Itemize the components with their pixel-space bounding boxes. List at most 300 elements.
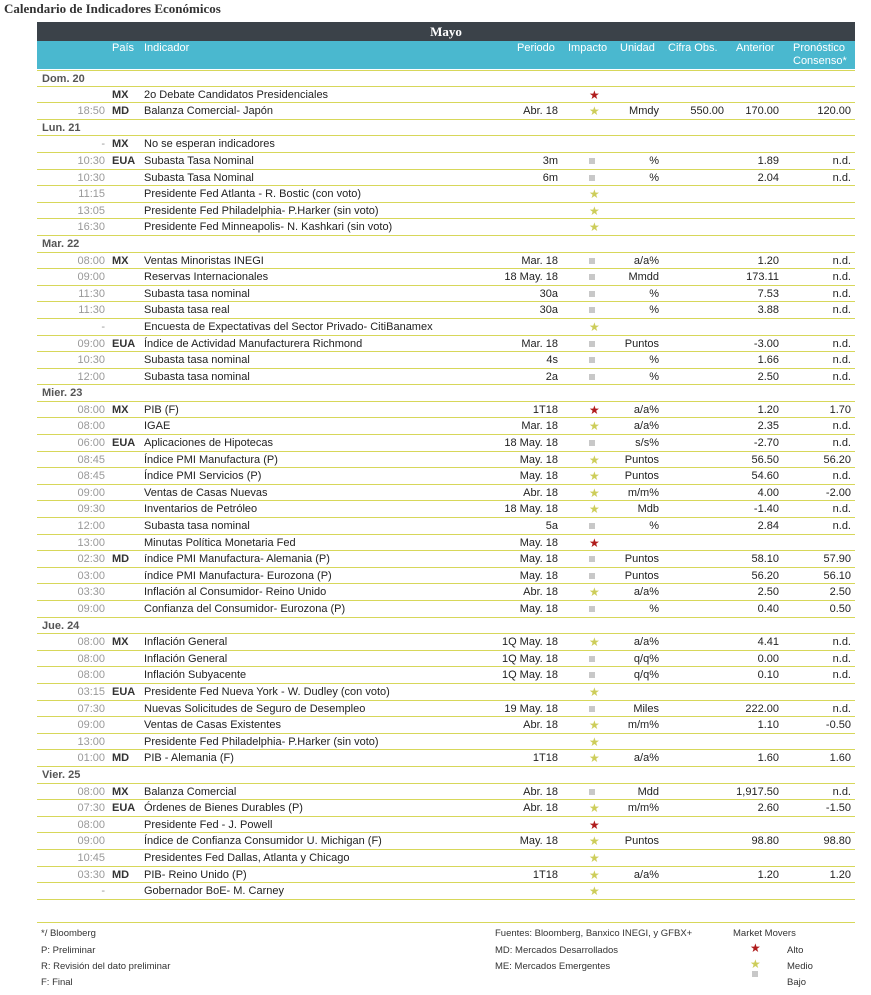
calendar-table [37,70,855,900]
unit-cell: % [649,171,659,184]
legend-alto: Alto [787,945,804,956]
unit-cell: % [649,154,659,167]
forecast-cell: -1.50 [825,802,851,815]
time-cell: 11:15 [78,188,105,201]
forecast-cell: n.d. [832,287,851,300]
indicator-cell: Subasta tasa nominal [144,520,250,533]
forecast-cell: n.d. [832,652,851,665]
header-pronostico: Pronóstico [793,42,845,54]
previous-cell: 170.00 [745,105,779,118]
day-header-row [37,70,855,87]
forecast-cell: n.d. [832,470,851,483]
previous-cell: 3.88 [757,304,779,317]
forecast-cell: n.d. [832,337,851,350]
table-row: 09:00 Índice de Confianza Consumidor U. Michigan (F) May. 18 Puntos 98.80 98.80 ★ [37,833,855,850]
indicator-cell: PIB- Reino Unido (P) [144,868,247,881]
table-row: 18:50 MD Balanza Comercial- Japón Abr. 18 Mmdy 550.00 170.00 120.00 ★ [37,103,855,120]
previous-cell: 1.60 [757,752,779,765]
table-row: 03:15 EUA Presidente Fed Nueva York - W. Dudley (con voto) ★ [37,684,855,701]
table-row [37,651,855,668]
table-row: 13:00 Minutas Política Monetaria Fed May. 18 ★ [37,535,855,552]
previous-cell: 1.20 [757,868,779,881]
sources-note: Fuentes: Bloomberg, Banxico INEGI, y GFBX+ [495,928,693,939]
time-cell: 11:30 [78,304,105,317]
day-header-row [37,385,855,402]
observed-cell: 550.00 [690,105,724,118]
time-cell: 13:00 [77,536,105,549]
day-header-row [37,618,855,635]
indicator-cell: Subasta tasa nominal [144,370,250,383]
note-bloomberg: */ Bloomberg [41,928,96,939]
previous-cell: 173.11 [746,271,779,284]
forecast-cell: 1.70 [829,403,851,416]
note-preliminar: P: Preliminar [41,945,96,956]
time-cell: 18:50 [77,105,105,118]
table-row: 08:00 IGAE Mar. 18 a/a% 2.35 n.d. ★ [37,418,855,435]
unit-cell: Miles [633,702,659,715]
indicator-cell: Índice de Confianza Consumidor U. Michigan (F) [144,835,382,848]
unit-cell: Mdd [637,785,659,798]
previous-cell: 2.84 [757,520,779,533]
period-cell: 5a [545,520,558,533]
indicator-cell: Confianza del Consumidor- Eurozona (P) [144,603,346,615]
period-cell: 30a [539,304,558,317]
previous-cell: -1.40 [753,503,779,516]
time-cell: - [101,138,105,151]
previous-cell: -2.70 [753,437,779,450]
table-row [37,136,855,153]
header-periodo: Periodo [517,42,555,54]
period-cell: May. 18 [519,553,558,566]
table-row [37,435,855,452]
previous-cell: 0.10 [757,669,779,682]
table-row: 13:05 Presidente Fed Philadelphia- P.Harker (sin voto) ★ [37,203,855,220]
time-cell: 08:45 [77,470,105,483]
indicator-cell: Inflación General [144,636,228,649]
indicator-cell: IGAE [144,420,171,433]
time-cell: 08:00 [77,652,105,665]
previous-cell: 0.40 [757,603,779,615]
indicator-cell: PIB (F) [144,403,179,416]
note-final: F: Final [41,977,73,988]
unit-cell: Puntos [624,835,659,848]
table-header [37,41,855,69]
header-pais: País [112,42,135,54]
unit-cell: Puntos [624,337,659,350]
table-row: 13:00 Presidente Fed Philadelphia- P.Harker (sin voto) ★ [37,734,855,751]
table-row: 03:30 Inflación al Consumidor- Reino Unido Abr. 18 a/a% 2.50 2.50 ★ [37,584,855,601]
country-cell: EUA [112,685,136,698]
time-cell: 09:00 [77,603,105,615]
table-row: 10:45 Presidentes Fed Dallas, Atlanta y Chicago ★ [37,850,855,867]
table-row [37,601,855,618]
forecast-cell: 56.20 [823,453,851,466]
time-cell: 02:30 [77,553,105,566]
period-cell: Mar. 18 [521,254,558,267]
time-cell: 08:45 [77,453,105,466]
time-cell: - [101,320,105,333]
previous-cell: 7.53 [757,287,779,300]
previous-cell: 58.10 [751,553,779,566]
unit-cell: % [649,304,659,317]
time-cell: 07:30 [77,702,105,715]
header-impacto: Impacto [568,42,608,54]
indicator-cell: Reservas Internacionales [144,271,269,284]
day-label: Dom. 20 [42,73,85,85]
previous-cell: -3.00 [753,337,779,350]
unit-cell: a/a% [633,636,659,649]
previous-cell: 2.50 [757,586,779,599]
indicator-cell: Índice PMI Manufactura (P) [144,453,278,466]
time-cell: 09:30 [77,503,105,516]
period-cell: Abr. 18 [523,486,558,499]
bajo-square-icon [752,971,758,977]
indicator-cell: Presidente Fed Atlanta - R. Bostic (con voto) [144,188,362,201]
indicator-cell: Subasta tasa nominal [144,287,250,300]
time-cell: 10:45 [77,851,105,864]
time-cell: 03:00 [77,569,105,582]
unit-cell: m/m% [627,802,659,815]
period-cell: May. 18 [519,835,558,848]
table-row [37,253,855,270]
table-row [37,269,855,286]
forecast-cell: 98.80 [823,835,851,848]
forecast-cell: n.d. [832,420,851,433]
header-indicador: Indicador [144,42,190,54]
table-row [37,336,855,353]
forecast-cell: n.d. [832,437,851,450]
period-cell: Mar. 18 [521,420,558,433]
country-cell: EUA [112,337,136,350]
previous-cell: 56.20 [751,569,779,582]
time-cell: 07:30 [77,802,105,815]
table-row: 08:00 MX Inflación General 1Q May. 18 a/a% 4.41 n.d. ★ [37,634,855,651]
indicator-cell: Subasta Tasa Nominal [144,154,254,167]
unit-cell: Puntos [624,470,659,483]
period-cell: Mar. 18 [521,337,558,350]
indicator-cell: Presidente Fed - J. Powell [144,818,273,831]
unit-cell: q/q% [633,669,659,682]
period-cell: 18 May. 18 [504,437,558,450]
day-header-row [37,767,855,784]
table-row: 07:30 EUA Órdenes de Bienes Durables (P) Abr. 18 m/m% 2.60 -1.50 ★ [37,800,855,817]
unit-cell: m/m% [627,719,659,732]
period-cell: 4s [546,354,558,367]
unit-cell: Puntos [624,553,659,566]
table-row [37,518,855,535]
previous-cell: 1.66 [757,354,779,367]
indicator-cell: Ventas Minoristas INEGI [144,254,264,267]
forecast-cell: n.d. [832,154,851,167]
table-row [37,286,855,303]
table-row: 09:00 Ventas de Casas Nuevas Abr. 18 m/m% 4.00 -2.00 ★ [37,485,855,502]
header-cifra: Cifra Obs. [668,42,718,54]
table-row: 03:30 MD PIB- Reino Unido (P) 1T18 a/a% 1.20 1.20 ★ [37,867,855,884]
indicator-cell: Ventas de Casas Nuevas [144,486,268,499]
previous-cell: 1.10 [757,719,779,732]
indicator-cell: Subasta tasa nominal [144,354,250,367]
country-cell: EUA [112,802,136,815]
previous-cell: 2.35 [757,420,779,433]
day-label: Lun. 21 [42,121,81,134]
previous-cell: 1,917.50 [736,785,779,798]
unit-cell: Mdb [637,503,659,516]
header-unidad: Unidad [620,42,655,54]
country-cell: MD [112,553,130,566]
previous-cell: 4.00 [757,486,779,499]
indicator-cell: Subasta Tasa Nominal [144,171,254,184]
forecast-cell: n.d. [832,304,851,317]
country-cell: MD [112,752,130,765]
table-row [37,568,855,585]
indicator-cell: Presidentes Fed Dallas, Atlanta y Chicago [144,851,350,864]
unit-cell: a/a% [633,586,659,599]
table-row [37,352,855,369]
previous-cell: 54.60 [751,470,779,483]
forecast-cell: n.d. [832,520,851,533]
indicator-cell: Inflación al Consumidor- Reino Unido [144,586,327,599]
note-revision: R: Revisión del dato preliminar [41,961,171,972]
period-cell: 1T18 [532,752,558,765]
previous-cell: 2.04 [757,171,779,184]
forecast-cell: 2.50 [829,586,851,599]
table-row [37,153,855,170]
time-cell: 10:30 [77,171,105,184]
unit-cell: % [649,520,659,533]
unit-cell: Puntos [624,453,659,466]
period-cell: 3m [542,154,558,167]
header-consenso: Consenso* [793,55,847,67]
forecast-cell: -0.50 [825,719,851,732]
period-cell: May. 18 [519,569,558,582]
legend-bajo: Bajo [787,977,807,988]
medio-star-icon: ★ [750,957,761,971]
time-cell: 08:00 [77,254,105,267]
period-cell: 1Q May. 18 [501,669,558,682]
forecast-cell: 56.10 [823,569,851,582]
period-cell: May. 18 [519,470,558,483]
period-cell: 1T18 [532,403,558,416]
day-header-row [37,120,855,137]
forecast-cell: n.d. [832,669,851,682]
country-cell: MX [112,88,129,101]
indicator-cell: Encuesta de Expectativas del Sector Privado- CitiBanamex [144,320,433,333]
day-header-row [37,236,855,253]
time-cell: 12:00 [77,370,105,383]
table-row: 09:00 Ventas de Casas Existentes Abr. 18 m/m% 1.10 -0.50 ★ [37,717,855,734]
previous-cell: 1.89 [757,154,779,167]
time-cell: 12:00 [77,520,105,533]
unit-cell: a/a% [633,752,659,765]
table-row: 01:00 MD PIB - Alemania (F) 1T18 a/a% 1.60 1.60 ★ [37,750,855,767]
day-label: Mar. 22 [42,237,80,250]
indicator-cell: índice PMI Manufactura- Eurozona (P) [144,569,332,582]
time-cell: 09:00 [77,486,105,499]
indicator-cell: 2o Debate Candidatos Presidenciales [144,88,329,101]
time-cell: 01:00 [77,752,105,765]
indicator-cell: Índice PMI Servicios (P) [144,470,262,483]
header-anterior: Anterior [736,42,775,54]
table-row: 08:45 Índice PMI Manufactura (P) May. 18 Puntos 56.50 56.20 ★ [37,452,855,469]
country-cell: MX [112,403,129,416]
time-cell: 13:00 [77,735,105,748]
table-row: 16:30 Presidente Fed Minneapolis- N. Kashkari (sin voto) ★ [37,219,855,236]
alto-star-icon: ★ [750,941,761,955]
previous-cell: 56.50 [751,453,779,466]
forecast-cell: 1.60 [829,752,851,765]
country-cell: EUA [112,154,136,167]
unit-cell: % [649,354,659,367]
indicator-cell: Índice de Actividad Manufacturera Richmond [144,337,363,350]
previous-cell: 1.20 [757,254,779,267]
page-title: Calendario de Indicadores Económicos [4,1,221,16]
table-row: - Gobernador BoE- M. Carney ★ [37,883,855,900]
indicator-cell: No se esperan indicadores [144,138,275,151]
forecast-cell: n.d. [832,503,851,516]
unit-cell: Puntos [624,569,659,582]
indicator-cell: índice PMI Manufactura- Alemania (P) [144,553,330,566]
table-row: 09:30 Inventarios de Petróleo 18 May. 18 Mdb -1.40 n.d. ★ [37,501,855,518]
forecast-cell: n.d. [832,254,851,267]
country-cell: MX [112,138,129,151]
indicator-cell: Gobernador BoE- M. Carney [144,885,285,898]
period-cell: 1Q May. 18 [501,652,558,665]
country-cell: MX [112,254,129,267]
time-cell: 16:30 [77,221,105,234]
forecast-cell: 120.00 [817,105,851,118]
time-cell: 03:30 [77,868,105,881]
table-row [37,170,855,187]
unit-cell: a/a% [633,403,659,416]
forecast-cell: 0.50 [829,603,851,615]
indicator-cell: Inflación General [144,652,228,665]
indicator-cell: PIB - Alemania (F) [144,752,234,765]
country-cell: MX [112,636,129,649]
table-row [37,701,855,718]
period-cell: May. 18 [519,453,558,466]
period-cell: Abr. 18 [523,802,558,815]
time-cell: 09:00 [77,271,105,284]
indicator-cell: Balanza Comercial [144,785,237,798]
time-cell: 11:30 [78,287,105,300]
table-row: 08:00 MX PIB (F) 1T18 a/a% 1.20 1.70 ★ [37,402,855,419]
day-label: Jue. 24 [42,619,80,632]
unit-cell: Mmdy [629,105,659,118]
table-row [37,784,855,801]
time-cell: 09:00 [77,337,105,350]
unit-cell: % [649,370,659,383]
indicator-cell: Nuevas Solicitudes de Seguro de Desempleo [144,702,366,715]
time-cell: 08:00 [77,785,105,798]
indicator-cell: Balanza Comercial- Japón [144,105,274,118]
time-cell: 06:00 [77,437,105,450]
previous-cell: 0.00 [757,652,779,665]
country-cell: EUA [112,437,136,450]
time-cell: 10:30 [77,354,105,367]
indicator-cell: Órdenes de Bienes Durables (P) [144,802,303,815]
indicator-cell: Presidente Fed Philadelphia- P.Harker (sin voto) [144,204,379,217]
indicator-cell: Inflación Subyacente [144,669,247,682]
time-cell: 08:00 [77,403,105,416]
unit-cell: m/m% [627,486,659,499]
previous-cell: 4.41 [757,636,779,649]
legend-medio: Medio [787,961,813,972]
previous-cell: 98.80 [751,835,779,848]
country-cell: MD [112,105,130,118]
forecast-cell: 57.90 [823,553,851,566]
country-cell: MX [112,785,129,798]
table-row [37,369,855,386]
me-note: ME: Mercados Emergentes [495,961,611,972]
indicator-cell: Presidente Fed Nueva York - W. Dudley (con voto) [144,685,390,698]
unit-cell: a/a% [633,420,659,433]
time-cell: - [101,885,105,898]
table-row: MX 2o Debate Candidatos Presidenciales ★ [37,87,855,104]
forecast-cell: 1.20 [829,868,851,881]
period-cell: 6m [542,171,558,184]
unit-cell: q/q% [633,652,659,665]
indicator-cell: Presidente Fed Minneapolis- N. Kashkari (sin voto) [144,221,393,234]
time-cell: 09:00 [77,719,105,732]
md-note: MD: Mercados Desarrollados [495,945,619,956]
period-cell: 18 May. 18 [504,271,558,284]
table-row [37,667,855,684]
market-movers-title: Market Movers [733,928,796,939]
forecast-cell: n.d. [832,702,851,715]
period-cell: May. 18 [519,536,558,549]
unit-cell: % [649,603,659,615]
unit-cell: s/s% [635,437,659,450]
period-cell: Abr. 18 [523,586,558,599]
indicator-cell: Inventarios de Petróleo [144,503,258,516]
time-cell: 03:30 [77,586,105,599]
indicator-cell: Minutas Política Monetaria Fed [144,536,296,549]
indicator-cell: Presidente Fed Philadelphia- P.Harker (sin voto) [144,735,379,748]
table-row [37,551,855,568]
time-cell: 10:30 [77,154,105,167]
table-row: 08:45 Índice PMI Servicios (P) May. 18 Puntos 54.60 n.d. ★ [37,468,855,485]
time-cell: 13:05 [77,204,105,217]
day-label: Vier. 25 [42,768,81,781]
table-row: - Encuesta de Expectativas del Sector Privado- CitiBanamex ★ [37,319,855,336]
forecast-cell: -2.00 [825,486,851,499]
period-cell: 19 May. 18 [504,702,558,715]
time-cell: 08:00 [77,669,105,682]
time-cell: 09:00 [77,835,105,848]
forecast-cell: n.d. [832,354,851,367]
unit-cell: a/a% [633,254,659,267]
period-cell: 30a [539,287,558,300]
country-cell: MD [112,868,130,881]
table-row [37,302,855,319]
forecast-cell: n.d. [832,271,851,284]
time-cell: 08:00 [77,420,105,433]
period-cell: Abr. 18 [523,785,558,798]
previous-cell: 2.60 [757,802,779,815]
forecast-cell: n.d. [832,171,851,184]
time-cell: 08:00 [77,636,105,649]
previous-cell: 2.50 [757,370,779,383]
forecast-cell: n.d. [832,785,851,798]
period-cell: May. 18 [519,603,558,615]
forecast-cell: n.d. [832,636,851,649]
period-cell: Abr. 18 [523,719,558,732]
forecast-cell: n.d. [832,370,851,383]
period-cell: Abr. 18 [523,105,558,118]
time-cell: 03:15 [77,685,105,698]
period-cell: 2a [545,370,558,383]
period-cell: 1T18 [532,868,558,881]
